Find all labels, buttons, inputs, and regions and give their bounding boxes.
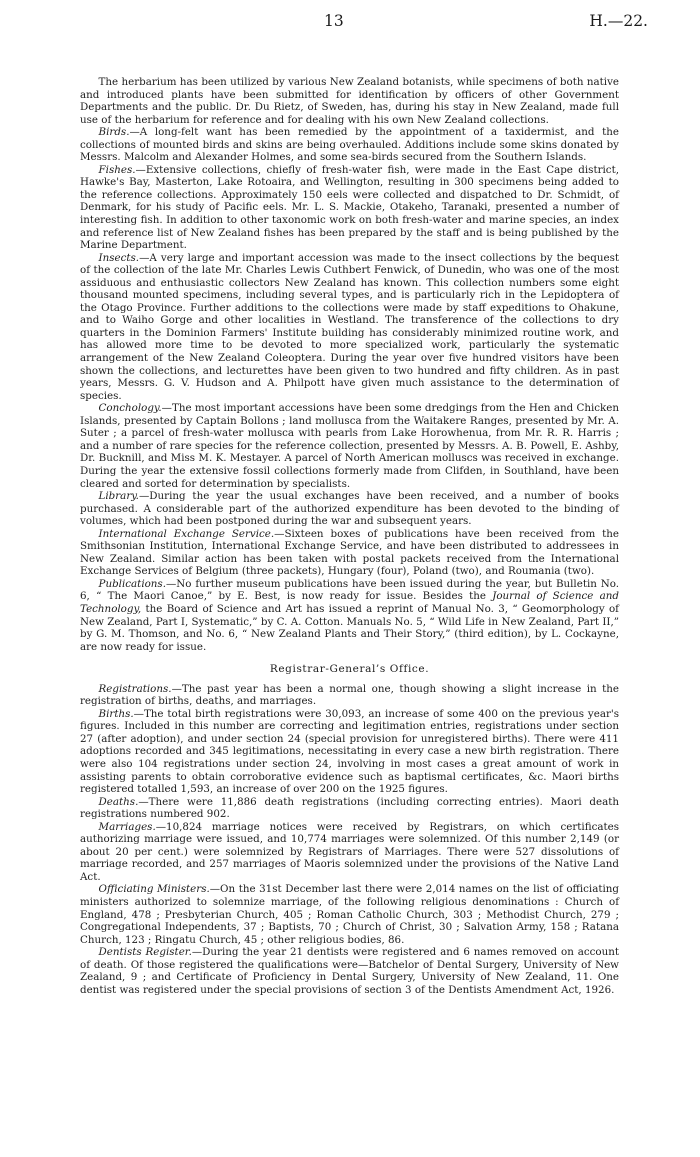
paragraph-conchology	[80, 402, 619, 490]
text-fishes: —Extensive collections, chiefly of fresh-water fish, were made in the East Cape district, Hawke's Bay, Masterton, Lake Rotoaira, and Wellington, resulting in 300 specimens being added to the reference collections. Approximately 150 eels were collected and dispatched to Dr. Schmidt, of Denmark, for his study of Pacific eels. Mr. L. S. Mackie, Otakeho, Taranaki, presented a number of interesting fish. In addition to other taxonomic work on both fresh-water and marine species, an index and reference list of New Zealand fishes has been prepared by the staff and is being published by the Marine Department.	[80, 163, 619, 252]
text-registrations: —The past year has been a normal one, though showing a slight increase in the registration of births, deaths, and marriages.	[80, 682, 619, 708]
text-deaths: —There were 11,886 death registrations (including correcting entries). Maori death registrations numbered 902.	[80, 795, 619, 821]
paragraph-registrations	[80, 683, 619, 708]
heading-library: Library.	[98, 490, 139, 503]
heading-officiating-ministers: Officiating Ministers.	[98, 883, 210, 896]
paragraph-deaths	[80, 796, 619, 821]
paragraph-marriages	[80, 821, 619, 884]
text-conchology: —The most important accessions have been some dredgings from the Hen and Chicken Islands, presented by Captain Bollons ; land mollusca from the Waitakere Ranges, presented by Mr. A. Suter ; a parcel of fresh-water mollusca with pearls from Lake Horowhenua, from Mr. R. R. Harris ; and a number of rare species for the reference collection, presented by Messrs. A. B. Powell, E. Ashby, Dr. Bucknill, and Miss M. K. Mestayer. A parcel of North American molluscs was received in exchange. During the year the extensive fossil collections formerly made from Clifden, in Southland, have been cleared and sorted for determination by specialists.	[80, 402, 619, 490]
heading-marriages: Marriages.	[98, 820, 156, 833]
page-number: 13	[324, 12, 344, 30]
text-birds: —A long-felt want has been remedied by the appointment of a taxidermist, and the collections of mounted birds and skins are being overhauled. Additions include some skins donated by Messrs. Malcolm and Alexander Holmes, and some sea-birds secured from the Southern Islands.	[80, 126, 619, 164]
heading-publications: Publications.	[98, 577, 166, 590]
text-library: —During the year the usual exchanges have been received, and a number of books purchased. A considerable part of the authorized expenditure has been devoted to the binding of volumes, which had been postponed during the war and subsequent years.	[80, 490, 619, 528]
paragraph-dentists-register	[80, 946, 619, 996]
paragraph-herbarium: The herbarium has been utilized by various New Zealand botanists, while specimens of both native and introduced plants have been submitted for identification by officers of other Government Departments and the public. Dr. Du Rietz, of Sweden, has, during his stay in New Zealand, made full use of the herbarium for reference and for dealing with his own New Zealand collections.	[80, 76, 619, 126]
paragraph-officiating-ministers	[80, 883, 619, 946]
heading-registrations: Registrations.	[98, 682, 172, 695]
paragraph-publications	[80, 578, 619, 653]
paragraph-birds	[80, 126, 619, 164]
heading-births: Births.	[98, 707, 134, 720]
journal-title: Journal of Science and Technology,	[80, 590, 619, 615]
paragraph-library	[80, 490, 619, 528]
paragraph-fishes	[80, 164, 619, 252]
heading-conchology: Conchology.	[98, 402, 162, 415]
paragraph-births	[80, 708, 619, 796]
text-births: —The total birth registrations were 30,093, an increase of some 400 on the previous year's figures. Included in this number are correcting and legitimation entries, registrations under section 27 (after adoption), and under section 24 (special provision for unregistered births). There were 411 adoptions recorded and 345 legitimations, necessitating in every case a new birth registration. There were also 104 registrations under section 24, involving in most cases a great amount of work in assisting parents to obtain corroborative evidence such as baptismal certificates, &c. Maori births registered totalled 1,593, an increase of over 200 on the 1925 figures.	[80, 707, 619, 796]
text-insects: —A very large and important accession was made to the insect collections by the bequest of the collection of the late Mr. Charles Lewis Cuthbert Fenwick, of Dunedin, who was one of the most assiduous and enthusiastic collectors New Zealand has known. This collection numbers some eight thousand mounted specimens, including several types, and is particularly rich in the Lepidoptera of the Otago Province. Further additions to the collections were made by staff expeditions to Ohakune, and to Waiho Gorge and other localities in Westland. The transference of the collections to dry quarters in the Dominion Farmers' Institute building has considerably minimized routine work, and has allowed more time to be devoted to more specialized work, particularly the systematic arrangement of the New Zealand Coleoptera. During the year over five hundred visitors have been shown the collections, and lecturettes have been given to two hundred and fifty children. As in past years, Messrs. G. V. Hudson and A. Philpott have given much assistance to the determination of species.	[80, 251, 619, 402]
document-reference: H.—22.	[589, 12, 648, 30]
heading-birds: Birds.	[98, 126, 130, 139]
text-officiating-ministers: —On the 31st December last there were 2,014 names on the list of officiating ministers authorized to solemnize marriage, of the following religious denominations : Church of England, 478 ; Presbyterian Church, 405 ; Roman Catholic Church, 303 ; Methodist Church, 279 ; Congregational Independents, 37 ; Baptists, 70 ; Church of Christ, 30 ; Salvation Army, 158 ; Ratana Church, 123 ; Ringatu Church, 45 ; other religious bodies, 86.	[80, 883, 619, 946]
text-dentists-register: —During the year 21 dentists were registered and 6 names removed on account of death. Of those registered the qualifications were—Batchelor of Dental Surgery, University of New Zealand, 9 ; and Certificate of Proficiency in Dental Surgery, University of New Zealand, 11. One dentist was registered under the special provisions of section 3 of the Dentists Amendment Act, 1926.	[80, 946, 619, 996]
section-heading-registrar-general: Registrar-General’s Office.	[269, 663, 430, 676]
text-publications-1: —No further museum publications have been issued during the year, but Bulletin No. 6, “ The Maori Canoe,” by E. Best, is now ready for issue. Besides the	[80, 577, 619, 603]
heading-fishes: Fishes.	[98, 163, 136, 176]
heading-exchange-service: International Exchange Service.	[98, 527, 275, 540]
heading-deaths: Deaths.	[98, 795, 139, 808]
document-body	[80, 76, 619, 996]
text-marriages: —10,824 marriage notices were received by Registrars, on which certificates authorizing marriage were issued, and 10,774 marriages were solemnized. Of this number 2,149 (or about 20 per cent.) were solemnized by Registrars of Marriages. There were 527 dissolutions of marriage recorded, and 257 marriages of Maoris solemnized under the provisions of the Native Land Act.	[80, 820, 619, 883]
text-exchange-service: —Sixteen boxes of publications have been received from the Smithsonian Institution, International Exchange Service, and have been distributed to addressees in New Zealand. Similar action has been taken with postal packets received from the International Exchange Services of Belgium (three packets), Hungary (four), Poland (two), and Roumania (two).	[80, 527, 619, 578]
paragraph-insects	[80, 252, 619, 403]
paragraph-exchange-service	[80, 528, 619, 578]
text-publications-2: the Board of Science and Art has issued a reprint of Manual No. 3, “ Geomorphology of New Zealand, Part I, Systematic,” by C. A. Cotton. Manuals No. 5, “ Wild Life in New Zealand, Part II,” by G. M. Thomson, and No. 6, “ New Zealand Plants and Their Story,” (third edition), by L. Cockayne, are now ready for issue.	[80, 602, 619, 653]
heading-dentists-register: Dentists Register.	[98, 946, 192, 959]
heading-insects: Insects.	[98, 251, 140, 264]
page-header	[0, 12, 700, 34]
